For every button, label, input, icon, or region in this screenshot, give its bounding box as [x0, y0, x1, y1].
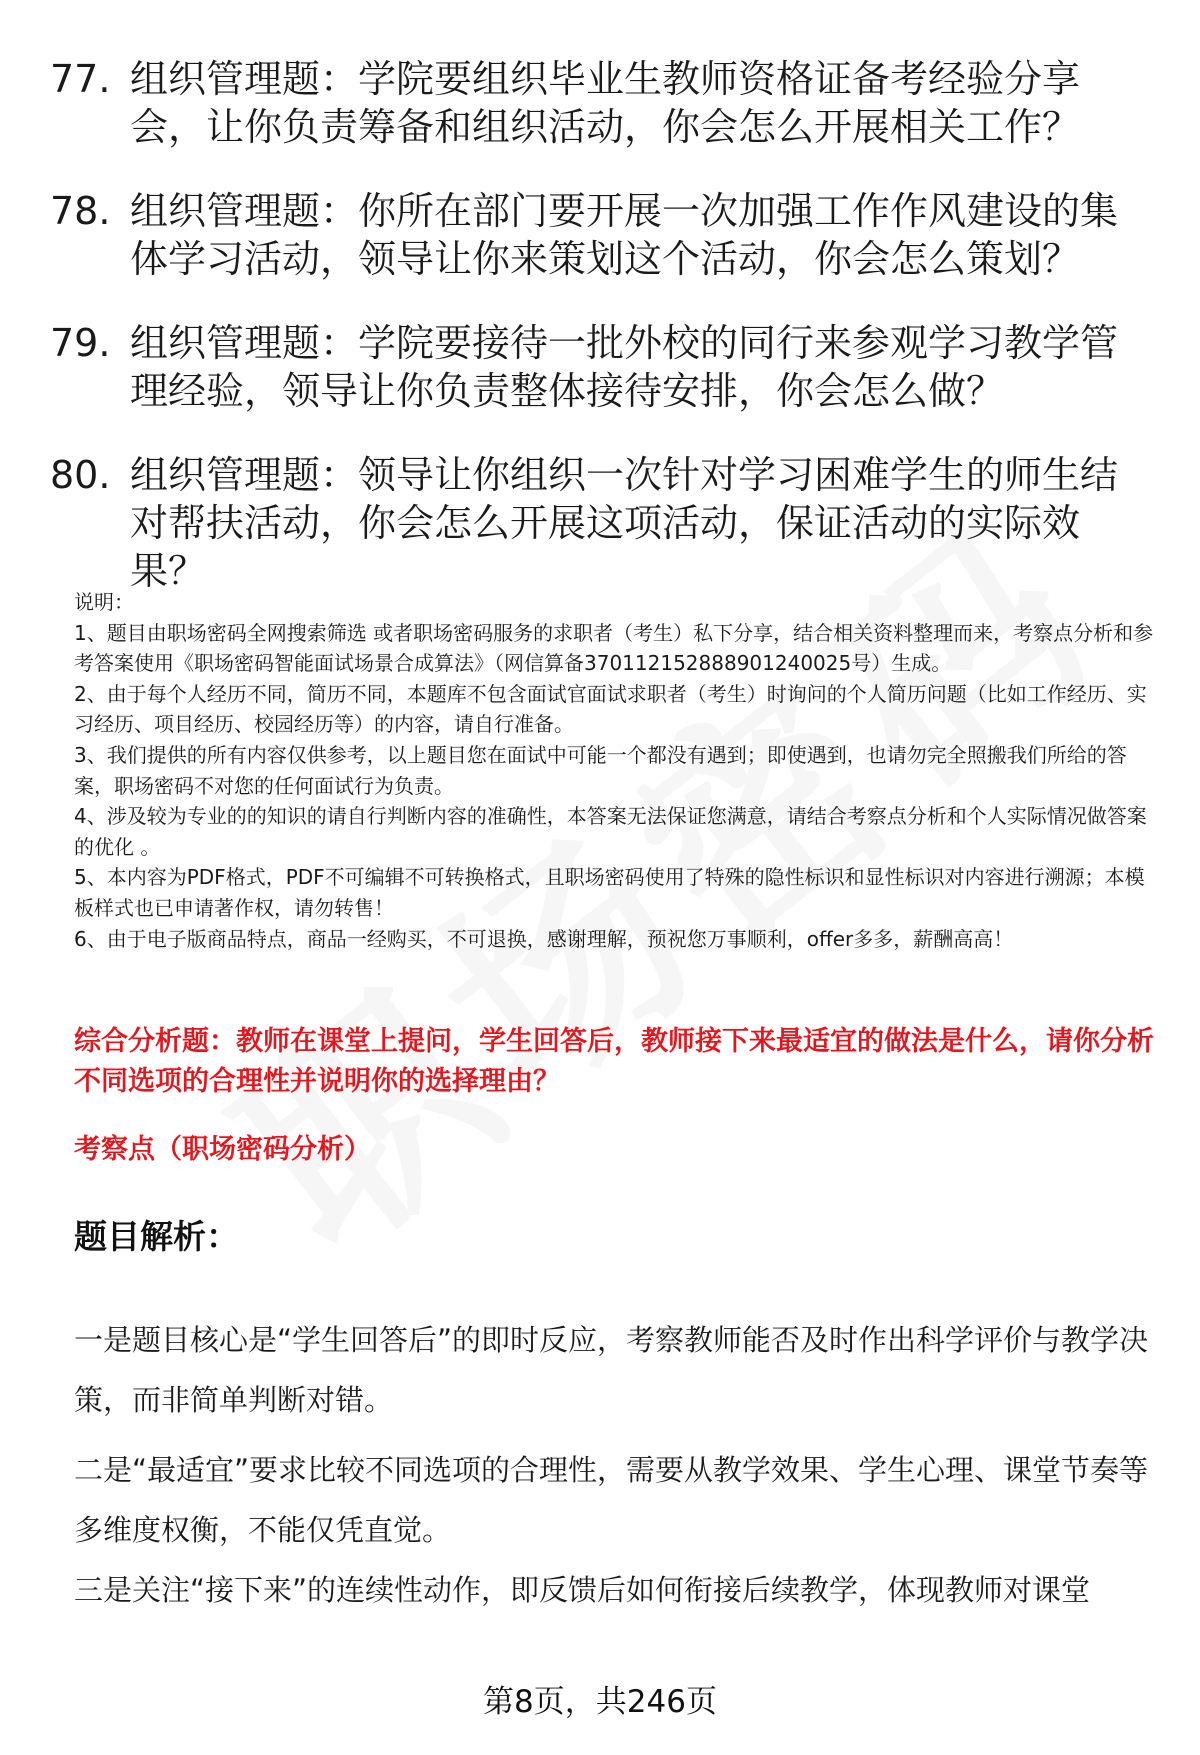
- question-text: 组织管理题：你所在部门要开展一次加强工作作风建设的集体学习活动，领导让你来策划这个活动，你会怎么策划？: [130, 189, 1119, 281]
- question-number: 79.: [50, 321, 111, 365]
- analysis-question: 综合分析题：教师在课堂上提问，学生回答后，教师接下来最适宜的做法是什么，请你分析不同选项的合理性并说明你的选择理由？: [74, 1026, 1154, 1097]
- question-text: 组织管理题：领导让你组织一次针对学习困难学生的师生结对帮扶活动，你会怎么开展这项活动，保证活动的实际效果？: [130, 453, 1119, 593]
- question-number: 80.: [50, 453, 111, 497]
- page-footer: 第8页，共246页: [483, 1684, 717, 1720]
- analysis-paragraph: 二是“最适宜”要求比较不同选项的合理性，需要从教学效果、学生心理、课堂节奏等多维度权衡，不能仅凭直觉。: [74, 1453, 1149, 1547]
- question-item: [0, 187, 1200, 283]
- notes-title: 说明：: [74, 590, 134, 614]
- question-number: 78.: [50, 189, 111, 233]
- question-text: 组织管理题：学院要接待一批外校的同行来参观学习教学管理经验，领导让你负责整体接待安排，你会怎么做？: [130, 321, 1119, 413]
- question-item: [0, 451, 1200, 595]
- question-number: 77.: [50, 57, 111, 101]
- question-list: [0, 55, 1200, 631]
- question-text: 组织管理题：学院要组织毕业生教师资格证备考经验分享会，让你负责筹备和组织活动，你会怎么开展相关工作？: [130, 57, 1081, 149]
- question-item: [0, 319, 1200, 415]
- analysis-title: 题目解析：: [74, 1217, 239, 1256]
- question-item: [0, 55, 1200, 151]
- analysis-paragraph: 一是题目核心是“学生回答后”的即时反应，考察教师能否及时作出科学评价与教学决策，而非简单判断对错。: [74, 1323, 1149, 1417]
- note-item: 3、我们提供的所有内容仅供参考，以上题目您在面试中可能一个都没有遇到；即使遇到，也请勿完全照搬我们所给的答案，职场密码不对您的任何面试行为负责。: [74, 742, 1127, 798]
- note-item: 2、由于每个人经历不同，简历不同，本题库不包含面试官面试求职者（考生）时询问的个人简历问题（比如工作经历、实习经历、项目经历、校园经历等）的内容，请自行准备。: [74, 681, 1147, 737]
- note-item: 4、涉及较为专业的的知识的请自行判断内容的准确性，本答案无法保证您满意，请结合考察点分析和个人实际情况做答案的优化 。: [74, 804, 1147, 859]
- analysis-paragraph: 三是关注“接下来”的连续性动作，即反馈后如何衔接后续教学，体现教师对课堂: [74, 1573, 1091, 1607]
- notes-section: [74, 587, 1164, 954]
- kaochadian-heading: 考察点（职场密码分析）: [74, 1134, 371, 1165]
- note-item: 5、本内容为PDF格式，PDF不可编辑不可转换格式，且职场密码使用了特殊的隐性标识和显性标识对内容进行溯源；本模板样式也已申请著作权，请勿转售！: [74, 865, 1145, 920]
- note-item: 6、由于电子版商品特点，商品一经购买，不可退换，感谢理解，预祝您万事顺利，offer多多，薪酬高高！: [74, 926, 1014, 951]
- note-item: 1、题目由职场密码全网搜索筛选 或者职场密码服务的求职者（考生）私下分享，结合相关资料整理而来，考察点分析和参考答案使用《职场密码智能面试场景合成算法》（网信算备370112152888901240025号）生成。: [74, 620, 1154, 676]
